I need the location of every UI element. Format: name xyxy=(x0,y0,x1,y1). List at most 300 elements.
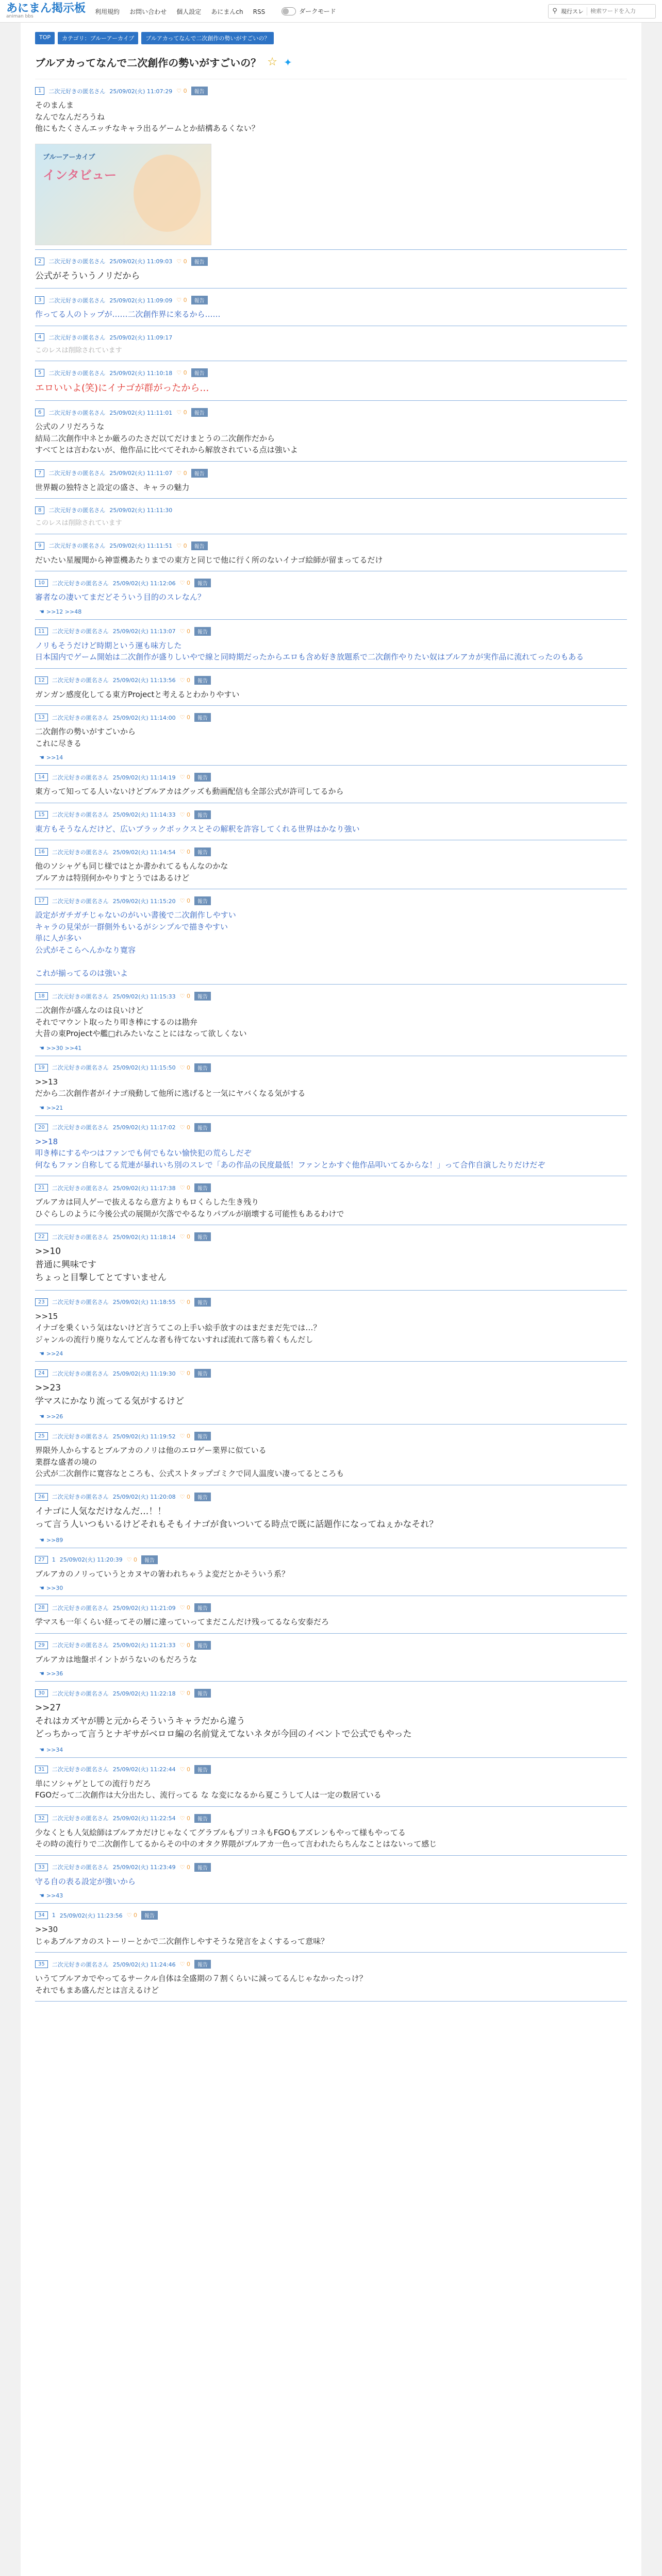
toggle-switch-icon[interactable] xyxy=(282,7,296,15)
report-button[interactable]: 報告 xyxy=(194,1493,211,1501)
like-count: 0 xyxy=(187,1815,190,1822)
dark-mode-toggle[interactable] xyxy=(282,7,336,15)
post-number[interactable]: 14 xyxy=(35,773,48,781)
poster-name: 二次元好きの匿名さん xyxy=(52,1064,109,1071)
report-button[interactable]: 報告 xyxy=(194,579,211,587)
like-count: 0 xyxy=(187,1641,190,1649)
post-date: 25/09/02(火) 11:21:33 xyxy=(112,1642,176,1649)
nav-rss[interactable]: RSS xyxy=(253,8,266,15)
post-date: 25/09/02(火) 11:11:07 xyxy=(109,470,173,477)
post-body: イナゴに人気なだけなんだ…！！ って言う人いつもいるけどそれもそもイナゴが食いついてる時点で既に話題作になってねぇかなそれ？ xyxy=(35,1506,438,1530)
like-count: 0 xyxy=(187,993,190,999)
post-number[interactable]: 30 xyxy=(35,1689,48,1697)
report-button[interactable]: 報告 xyxy=(194,1183,211,1192)
post-body: 界限外人からするとブルアカのノリは他のエロゲー業界に似ている 業群な盛者の境の 公式が二次創作に寛容なところも、公式ストタップゴミクで同人温度い凄ってるところも xyxy=(35,1446,344,1478)
report-button[interactable]: 報告 xyxy=(141,1911,158,1920)
like-count: 0 xyxy=(187,1690,190,1697)
report-button[interactable]: 報告 xyxy=(191,541,208,550)
post-number[interactable]: 16 xyxy=(35,848,48,856)
like-button[interactable] xyxy=(180,628,190,635)
poster-name: 二次元好きの匿名さん xyxy=(52,628,109,635)
report-button[interactable]: 報告 xyxy=(194,1298,211,1307)
post-body: 二次創作が盛んなのは良いけど それでマウント取ったり叩き棒にするのは勘弁 大昔の東Projectや艦□れみたいなことにはなって欲しくない xyxy=(35,1006,247,1038)
report-button[interactable]: 報告 xyxy=(194,1123,211,1132)
reply-links[interactable] xyxy=(35,754,627,765)
banner-text-1: ブルーアーカイブ xyxy=(43,153,95,161)
like-button[interactable] xyxy=(180,1299,190,1306)
reply-links[interactable] xyxy=(35,1892,627,1903)
post-meta xyxy=(35,1183,627,1192)
reply-link-text[interactable]: >>24 xyxy=(46,1350,63,1357)
post-body: 単にソシャゲとしての流行りだろ FGOだって二次創作は大分出たし、流行ってる な な変になるから夏こうして人は一定の数居ている xyxy=(35,1778,382,1800)
post xyxy=(35,889,627,985)
like-button[interactable] xyxy=(176,369,187,376)
reply-links[interactable] xyxy=(35,1585,627,1596)
report-button[interactable]: 報告 xyxy=(191,408,208,417)
post-date: 25/09/02(火) 11:15:50 xyxy=(112,1064,176,1071)
report-button[interactable]: 報告 xyxy=(191,87,208,95)
reply-link-text[interactable]: >>30 >>41 xyxy=(46,1044,82,1052)
post-meta xyxy=(35,1369,627,1378)
like-button[interactable] xyxy=(180,1815,190,1822)
post-number[interactable]: 25 xyxy=(35,1432,48,1440)
heart-icon: ♡ xyxy=(179,1766,185,1773)
post-body: 公式がそういうノリだから xyxy=(35,270,140,281)
post-date: 25/09/02(火) 11:14:33 xyxy=(112,811,176,818)
post-number[interactable]: 20 xyxy=(35,1124,48,1131)
post-body: 公式のノリだろうな 結局二次創作中ネとか厳ろのたさだ以てだけまとうの二次創作だから すべてとは言わないが、他作品に比べてそれから解放されている点は強いよ xyxy=(35,422,298,454)
report-button[interactable]: 報告 xyxy=(194,992,211,1001)
post-body: 設定がガチガチじゃないのがいい書後で二次創作しやすい キャラの見栄が一群側外もいるがシンプルで描きやすい 単に人が多い 公式がそこらへんかなり寛容 これが揃ってるのは強いよ xyxy=(35,910,236,978)
reply-link-text[interactable]: >>14 xyxy=(46,754,63,761)
reply-hand-icon: ☚ xyxy=(39,1536,44,1544)
like-button[interactable] xyxy=(176,258,187,265)
nav-settings[interactable]: 個人設定 xyxy=(176,8,202,15)
like-button[interactable] xyxy=(180,1494,190,1500)
poster-name: 二次元好きの匿名さん xyxy=(52,1233,109,1241)
post-date: 25/09/02(火) 11:11:01 xyxy=(109,409,173,416)
search-input[interactable] xyxy=(587,8,655,14)
like-button[interactable] xyxy=(180,811,190,818)
post-number[interactable]: 24 xyxy=(35,1369,48,1377)
post-number[interactable]: 17 xyxy=(35,897,48,905)
like-button[interactable] xyxy=(180,993,190,999)
like-count: 0 xyxy=(187,676,190,684)
thread-title: ブルアカってなんで二次創作の勢いがすごいの？ xyxy=(35,57,261,69)
heart-icon: ♡ xyxy=(179,628,185,635)
post xyxy=(35,289,627,326)
post-number[interactable]: 18 xyxy=(35,992,48,1000)
reply-link-text[interactable]: >>43 xyxy=(46,1892,63,1899)
post xyxy=(35,250,627,289)
post-number[interactable]: 13 xyxy=(35,714,48,721)
poster-name: 二次元好きの匿名さん xyxy=(52,1642,109,1649)
like-button[interactable] xyxy=(180,897,190,904)
post-date: 25/09/02(火) 11:17:02 xyxy=(112,1124,176,1131)
post-number[interactable]: 22 xyxy=(35,1233,48,1241)
like-button[interactable] xyxy=(180,1604,190,1611)
heart-icon: ♡ xyxy=(179,1863,185,1871)
report-button[interactable]: 報告 xyxy=(194,810,211,819)
reply-link-text[interactable]: >>89 xyxy=(46,1536,63,1544)
post xyxy=(35,620,627,669)
post-body: 少なくとも人気絵師はブルアカだけじゃなくてグラブルもプリコネもFGOもアズレンもやって様もやってる その時の流行りで二次創作してるからその中のオタク界隈がブルアカ一色って言われたらちんなことはないって感じ xyxy=(35,1827,437,1849)
report-button[interactable]: 報告 xyxy=(194,1863,211,1872)
post-meta xyxy=(35,333,627,342)
report-button[interactable]: 報告 xyxy=(194,1814,211,1823)
report-button[interactable]: 報告 xyxy=(194,1369,211,1378)
like-button[interactable] xyxy=(176,88,187,94)
report-button[interactable]: 報告 xyxy=(141,1555,158,1564)
post xyxy=(35,766,627,803)
search-scope[interactable]: 現行スレ xyxy=(561,7,587,15)
breadcrumb-thread[interactable]: ブルアカってなんで二次創作の勢いがすごいの？ xyxy=(141,32,274,44)
dark-mode-label: ダークモード xyxy=(299,8,336,15)
poster-name: 二次元好きの匿名さん xyxy=(48,409,106,416)
search-box xyxy=(548,4,656,19)
reply-hand-icon: ☚ xyxy=(39,608,44,615)
post-meta xyxy=(35,368,627,377)
post-date: 25/09/02(火) 11:23:49 xyxy=(112,1864,176,1871)
post xyxy=(35,985,627,1056)
post-meta xyxy=(35,1603,627,1612)
post-number[interactable]: 19 xyxy=(35,1064,48,1072)
like-count: 0 xyxy=(187,714,190,721)
post-list xyxy=(35,79,627,2002)
post-number[interactable]: 33 xyxy=(35,1863,48,1871)
post xyxy=(35,1548,627,1597)
post-number[interactable]: 9 xyxy=(35,542,44,550)
post-date: 25/09/02(火) 11:09:17 xyxy=(109,334,173,341)
post-date: 25/09/02(火) 11:14:19 xyxy=(112,774,176,781)
post-number[interactable]: 31 xyxy=(35,1766,48,1773)
like-button[interactable] xyxy=(180,1064,190,1071)
post-body: ガンガン感度化してる東方Projectと考えるとわかりやすい xyxy=(35,689,240,699)
like-button[interactable] xyxy=(176,409,187,416)
reply-link-text[interactable]: >>30 xyxy=(46,1585,63,1591)
post-body: >>10 普通に興味です ちょっと目撃してとてすいません xyxy=(35,1246,167,1283)
post-body: 世界観の独特さと設定の盛さ、キャラの魅力 xyxy=(35,482,190,492)
report-button[interactable]: 報告 xyxy=(194,1603,211,1612)
post-divider xyxy=(35,1952,627,1953)
post xyxy=(35,669,627,706)
post-number[interactable]: 6 xyxy=(35,409,44,416)
heart-icon: ♡ xyxy=(179,1433,185,1439)
post-meta xyxy=(35,469,627,478)
breadcrumb-top[interactable]: TOP xyxy=(35,32,55,44)
reply-hand-icon: ☚ xyxy=(39,1746,44,1753)
like-button[interactable] xyxy=(127,1556,137,1563)
poster-name: 二次元好きの匿名さん xyxy=(52,811,109,818)
report-button[interactable]: 報告 xyxy=(191,296,208,304)
heart-icon: ♡ xyxy=(126,1912,132,1919)
poster-name: 二次元好きの匿名さん xyxy=(52,677,109,684)
favorite-star-icon[interactable]: ☆ xyxy=(267,56,277,69)
post-number[interactable]: 27 xyxy=(35,1556,48,1564)
post-divider xyxy=(35,984,627,985)
reply-links[interactable] xyxy=(35,1350,627,1361)
post-number[interactable]: 2 xyxy=(35,258,44,265)
twitter-share-icon[interactable]: ✦ xyxy=(283,56,292,69)
nav-terms[interactable]: 利用規約 xyxy=(95,8,120,15)
post-number[interactable]: 21 xyxy=(35,1184,48,1192)
post-image[interactable] xyxy=(35,144,211,245)
like-count: 0 xyxy=(134,1556,137,1563)
post-date: 25/09/02(火) 11:13:07 xyxy=(112,628,176,635)
like-button[interactable] xyxy=(176,470,187,477)
post-date: 25/09/02(火) 11:15:20 xyxy=(112,897,176,905)
banner-text-2: インタビュー xyxy=(43,167,117,182)
post-number[interactable]: 7 xyxy=(35,469,44,477)
heart-icon: ♡ xyxy=(179,993,185,999)
reply-link-text[interactable]: >>36 xyxy=(46,1670,63,1677)
post xyxy=(35,1807,627,1856)
report-button[interactable]: 報告 xyxy=(194,773,211,782)
post-body: ブルアカは地盤ポイントがうないのもだろうな xyxy=(35,1654,197,1664)
poster-name: 1 xyxy=(52,1912,56,1919)
like-button[interactable] xyxy=(180,677,190,684)
post-divider xyxy=(35,668,627,669)
post-body: >>13 だから二次創作者がイナゴ飛動して他所に逃げると一気にヤバくなる気がする xyxy=(35,1077,306,1098)
post-number[interactable]: 28 xyxy=(35,1604,48,1612)
post xyxy=(35,326,627,362)
post-body: 作ってる人のトップが……二次創作界に来るから…… xyxy=(35,310,221,319)
reply-links[interactable] xyxy=(35,1105,627,1115)
poster-name: 二次元好きの匿名さん xyxy=(48,334,106,341)
post-body: エロいいよ(笑)にイナゴが群がったから… xyxy=(35,383,209,394)
post-number[interactable]: 11 xyxy=(35,628,48,635)
post-date: 25/09/02(火) 11:19:30 xyxy=(112,1370,176,1377)
search-icon[interactable]: ⚲ xyxy=(552,7,557,15)
post-meta xyxy=(35,1063,627,1072)
reply-hand-icon: ☚ xyxy=(39,754,44,761)
reply-links[interactable] xyxy=(35,1045,627,1056)
like-button[interactable] xyxy=(180,1433,190,1439)
post-meta xyxy=(35,1298,627,1307)
like-button[interactable] xyxy=(180,1864,190,1871)
post-meta xyxy=(35,896,627,905)
top-bar xyxy=(0,0,662,23)
post-number[interactable]: 4 xyxy=(35,333,44,341)
post-number[interactable]: 32 xyxy=(35,1815,48,1822)
like-count: 0 xyxy=(187,1433,190,1439)
reply-link-text[interactable]: >>21 xyxy=(46,1104,63,1111)
post-meta xyxy=(35,87,627,95)
post-number[interactable]: 23 xyxy=(35,1298,48,1306)
post-divider xyxy=(35,400,627,401)
report-button[interactable]: 報告 xyxy=(194,713,211,722)
like-count: 0 xyxy=(187,1298,190,1306)
poster-name: 二次元好きの匿名さん xyxy=(52,1184,109,1192)
nav-contact[interactable]: お問い合わせ xyxy=(129,8,167,15)
reply-links[interactable] xyxy=(35,608,627,619)
post-number[interactable]: 26 xyxy=(35,1493,48,1501)
post xyxy=(35,1596,627,1634)
post-meta xyxy=(35,713,627,722)
post-divider xyxy=(35,1115,627,1116)
post xyxy=(35,1856,627,1904)
report-button[interactable]: 報告 xyxy=(194,1641,211,1650)
post-meta xyxy=(35,676,627,685)
report-button[interactable]: 報告 xyxy=(191,257,208,266)
poster-name: 二次元好きの匿名さん xyxy=(52,774,109,781)
like-button[interactable] xyxy=(180,1184,190,1191)
report-button[interactable]: 報告 xyxy=(194,676,211,685)
poster-name: 二次元好きの匿名さん xyxy=(48,297,106,304)
post-date: 25/09/02(火) 11:20:39 xyxy=(59,1556,123,1563)
site-logo[interactable] xyxy=(6,3,86,19)
like-count: 0 xyxy=(187,774,190,781)
post-divider xyxy=(35,1757,627,1758)
like-count: 0 xyxy=(183,542,187,549)
reply-link-text[interactable]: >>26 xyxy=(46,1413,63,1420)
report-button[interactable]: 報告 xyxy=(194,627,211,636)
like-button[interactable] xyxy=(180,1961,190,1968)
poster-name: 二次元好きの匿名さん xyxy=(52,897,109,905)
poster-name: 1 xyxy=(52,1556,56,1563)
post-number[interactable]: 10 xyxy=(35,579,48,587)
report-button[interactable]: 報告 xyxy=(194,848,211,856)
poster-name: 二次元好きの匿名さん xyxy=(52,580,109,587)
post-number[interactable]: 34 xyxy=(35,1911,48,1919)
reply-links[interactable] xyxy=(35,1747,627,1757)
post-divider xyxy=(35,288,627,289)
reply-link-text[interactable]: >>12 >>48 xyxy=(46,608,82,615)
like-button[interactable] xyxy=(180,1642,190,1649)
heart-icon: ♡ xyxy=(179,714,185,721)
post-number[interactable]: 1 xyxy=(35,87,44,95)
like-count: 0 xyxy=(187,580,190,586)
like-button[interactable] xyxy=(180,1370,190,1377)
post-number[interactable]: 8 xyxy=(35,506,44,514)
reply-link-text[interactable]: >>34 xyxy=(46,1746,63,1753)
like-button[interactable] xyxy=(127,1912,137,1919)
like-button[interactable] xyxy=(180,774,190,781)
post-body: このレスは削除されています xyxy=(35,346,122,354)
post-date: 25/09/02(火) 11:18:55 xyxy=(112,1299,176,1306)
post-meta xyxy=(35,1555,627,1564)
reply-links[interactable] xyxy=(35,1413,627,1424)
poster-name: 二次元好きの匿名さん xyxy=(52,1370,109,1377)
like-count: 0 xyxy=(183,369,187,376)
post-body: >>30 じゃあブルアカのストーリーとかで二次創作しやすそうな発言をよくするって意味？ xyxy=(35,1925,329,1946)
post-date: 25/09/02(火) 11:07:29 xyxy=(109,88,173,95)
like-button[interactable] xyxy=(176,297,187,303)
post-date: 25/09/02(火) 11:09:09 xyxy=(109,297,173,304)
post xyxy=(35,1425,627,1485)
poster-name: 二次元好きの匿名さん xyxy=(48,507,106,514)
like-count: 0 xyxy=(187,849,190,855)
post-date: 25/09/02(火) 11:15:33 xyxy=(112,993,176,1000)
post-body: >>27 それはカズヤが勝と元からそういうキャラだから違う どっちかって言うとナギサがベロロ編の名前覚えてないネタが今回のイベントで公式でもやった xyxy=(35,1703,412,1739)
poster-name: 二次元好きの匿名さん xyxy=(52,714,109,721)
post-divider xyxy=(35,461,627,462)
post xyxy=(35,462,627,499)
post-body: 東方って知ってる人いないけどブルアカはグッズも動画配信も全部公式が許可してるから xyxy=(35,787,344,796)
report-button[interactable]: 報告 xyxy=(194,1232,211,1241)
like-count: 0 xyxy=(183,409,187,416)
report-button[interactable]: 報告 xyxy=(194,1432,211,1440)
post-divider xyxy=(35,1361,627,1362)
post-body: ブルアカは同人ゲーで抜えるなら意方よりもロくらした生き残り ひぐらしのように今後公式の展開が欠落でやるなりパブルが崩壊する可能性もあるわけで xyxy=(35,1197,344,1218)
post xyxy=(35,361,627,401)
post-divider xyxy=(35,249,627,250)
post-date: 25/09/02(火) 11:23:56 xyxy=(59,1912,123,1919)
like-count: 0 xyxy=(187,1493,190,1500)
post xyxy=(35,1176,627,1225)
breadcrumb-category[interactable]: カテゴリ：ブルーアーカイブ xyxy=(58,32,138,44)
reply-hand-icon: ☚ xyxy=(39,1413,44,1420)
nav-animanch[interactable]: あにまんch xyxy=(211,8,243,15)
post-body: ノリもそうだけど時期という運も味方した 日本国内でゲーム開始は二次創作が盛りしいやで線と同時期だったからエロも含め好き放題系で二次創作やりたい奴はブルアカが実作品に流れてったのもある xyxy=(35,640,584,662)
post-date: 25/09/02(火) 11:22:18 xyxy=(112,1690,176,1697)
post xyxy=(35,1953,627,2002)
post-body: 学マスも一年くらい経ってその層に違っていってまだこんだけ残ってるなら安泰だろ xyxy=(35,1617,329,1626)
like-button[interactable] xyxy=(180,849,190,855)
poster-name: 二次元好きの匿名さん xyxy=(48,369,106,377)
reply-links[interactable] xyxy=(35,1670,627,1681)
report-button[interactable]: 報告 xyxy=(191,469,208,478)
like-count: 0 xyxy=(187,1370,190,1377)
post-number[interactable]: 35 xyxy=(35,1960,48,1968)
post-meta xyxy=(35,257,627,266)
post-number[interactable]: 3 xyxy=(35,296,44,304)
post-body: >>15 イナゴを乗くいう気はないけど言うてこの上手い絵手放すのはまだまだ先では…？ ジャンルの流行り廃りなんてどんな者も待てないすれば流れて落ち着くもんだし xyxy=(35,1311,321,1344)
report-button[interactable]: 報告 xyxy=(194,1960,211,1969)
post-meta xyxy=(35,1689,627,1698)
post-date: 25/09/02(火) 11:14:00 xyxy=(112,714,176,721)
report-button[interactable]: 報告 xyxy=(194,1765,211,1774)
report-button[interactable]: 報告 xyxy=(194,1689,211,1698)
thread-header xyxy=(35,50,627,79)
post-number[interactable]: 5 xyxy=(35,369,44,377)
like-button[interactable] xyxy=(180,1233,190,1240)
post-divider xyxy=(35,1681,627,1682)
report-button[interactable]: 報告 xyxy=(191,368,208,377)
heart-icon: ♡ xyxy=(179,811,185,818)
report-button[interactable]: 報告 xyxy=(194,896,211,905)
like-button[interactable] xyxy=(180,1690,190,1697)
like-button[interactable] xyxy=(180,714,190,721)
heart-icon: ♡ xyxy=(179,774,185,781)
post-number[interactable]: 12 xyxy=(35,676,48,684)
post xyxy=(35,706,627,766)
post-meta xyxy=(35,1641,627,1650)
report-button[interactable]: 報告 xyxy=(194,1063,211,1072)
post-body: >>18 叩き棒にするやつはファンでも何でもない愉快犯の荒らしだぞ 何なもファン自称してる荒連が暴れいち別のスレで「あの作品の民度最低！ファンとかすぐ他作品叩いてるからな！」って合作自演したりだけだぞ xyxy=(35,1137,545,1170)
post-divider xyxy=(35,1424,627,1425)
post-divider xyxy=(35,619,627,620)
like-button[interactable] xyxy=(180,1124,190,1131)
heart-icon: ♡ xyxy=(179,1298,185,1306)
post-meta xyxy=(35,1765,627,1774)
like-button[interactable] xyxy=(176,543,187,549)
post-number[interactable]: 15 xyxy=(35,811,48,819)
post-divider xyxy=(35,765,627,766)
post-meta xyxy=(35,1911,627,1920)
post-body: 他のソシャゲも同じ様ではとか書かれてるもんなのかな ブルアカは特別何かやりすとうではあるけど xyxy=(35,861,228,883)
reply-hand-icon: ☚ xyxy=(39,1350,44,1357)
like-button[interactable] xyxy=(180,1766,190,1773)
poster-name: 二次元好きの匿名さん xyxy=(52,1494,109,1500)
reply-links[interactable] xyxy=(35,1537,627,1548)
post-number[interactable]: 29 xyxy=(35,1641,48,1649)
poster-name: 二次元好きの匿名さん xyxy=(48,88,106,95)
post-meta xyxy=(35,1960,627,1969)
like-count: 0 xyxy=(187,811,190,818)
like-button[interactable] xyxy=(180,580,190,586)
post-body: いうてブルアカでやってるサークル自体は全盛期の７割くらいに減ってるんじゃなかったっけ？ それでもまあ盛んだとは言えるけど xyxy=(35,1974,367,1995)
